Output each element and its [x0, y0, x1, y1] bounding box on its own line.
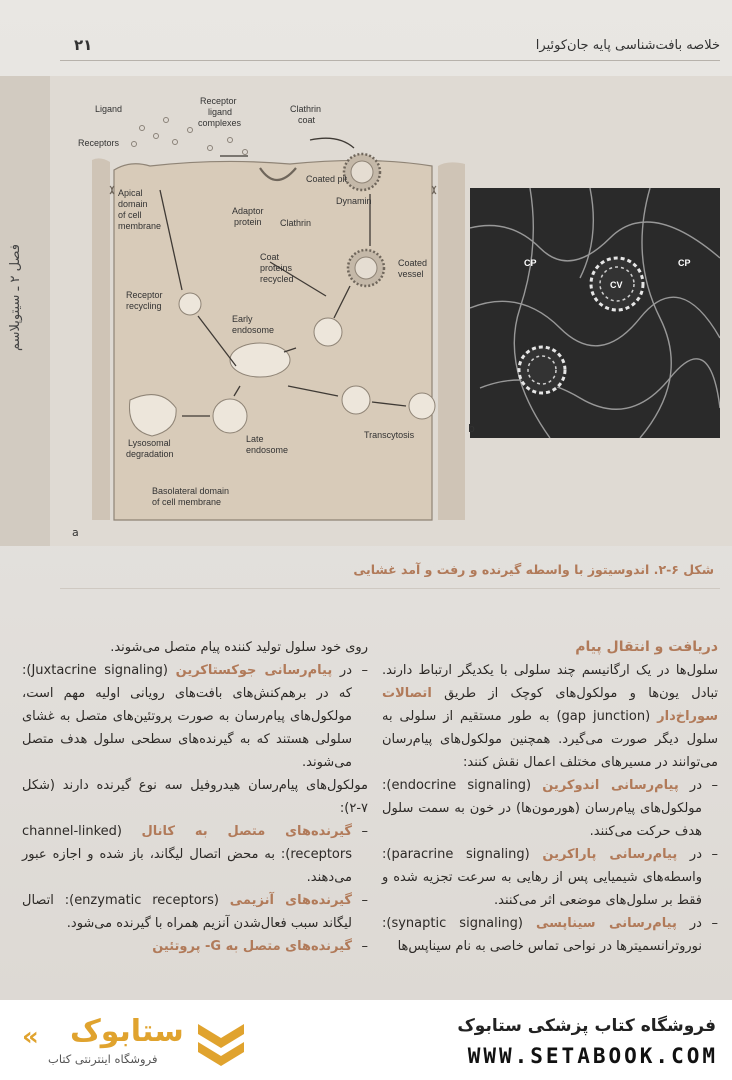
label-late-endosome-2: endosome — [246, 445, 289, 455]
chapter-tab — [0, 76, 50, 546]
figure-caption: شکل ۶-۲. اندوسیتوز با واسطه گیرنده و رفت و آمد غشایی — [353, 562, 714, 577]
label-coated-vessel-1: Coated — [398, 258, 428, 268]
panel-b-letter: b — [468, 422, 475, 435]
label-apical-3: of cell — [118, 210, 142, 220]
list-item: – در پیام‌رسانی اندوکرین (endocrine signaling): مولکول‌های پیام‌رسان (هورمون‌ها) در خون به سمت سلول هدف حرکت می‌کنند. — [382, 778, 718, 839]
caption-divider — [60, 588, 720, 589]
dynamin-vesicle — [344, 154, 380, 190]
left-cell-edge — [92, 158, 110, 520]
label-clathrin-coat-1: Clathrin — [290, 104, 322, 114]
paracrine-term: پیام‌رسانی پاراکرین — [542, 847, 678, 862]
cell-body — [114, 160, 432, 520]
list-item: – در پیام‌رسانی جوکستاکرین (Juxtacrine signaling): که در برهم‌کنش‌های بافت‌های رویانی اولیه مهم است، مولکول‌های پیام‌رسان به صورت پروتئین‌های متصل به غشای سلولی هستند که به گیرنده‌های سطحی سلول هدف متصل می‌شوند. — [22, 663, 368, 770]
right-text-column — [382, 636, 718, 958]
label-adaptor-1: Adaptor — [232, 206, 264, 216]
label-cv: CV — [610, 280, 623, 290]
endocrine-term: پیام‌رسانی اندوکرین — [542, 778, 679, 793]
continued-line: روی خود سلول تولید کننده پیام متصل می‌شوند. — [110, 640, 368, 655]
list-item: – گیرنده‌های آنزیمی (enzymatic receptors): اتصال لیگاند سبب فعال‌شدن آنزیم همراه با گیرنده می‌شود. — [22, 893, 368, 931]
list-item: – در پیام‌رسانی سیناپسی (synaptic signaling): نوروترانسمیترها در نواحی تماس خاصی به نام سیناپس‌ها — [382, 916, 718, 954]
intro-text-2: (gap junction) به طور مستقیم از سلولی به سلول دیگر صورت می‌گیرد. همچنین مولکول‌های پیام‌رسان می‌توانند در مسیرهای مختلف اعمال نقش کنند: — [382, 709, 718, 770]
label-receptor-ligand-1: Receptor — [200, 96, 237, 106]
g-protein-term: گیرنده‌های متصل به G- پروتئین — [152, 939, 352, 954]
intro-paragraph — [382, 659, 718, 774]
endocytosis-diagram — [70, 90, 465, 525]
channel-linked-term: گیرنده‌های متصل به کانال — [141, 824, 352, 839]
label-cp-right: CP — [678, 258, 691, 268]
list-item: – در پیام‌رسانی پاراکرین (paracrine signaling): واسطه‌های شیمیایی پس از رهایی به سرعت تجزیه شده و فقط بر سلول‌های موضعی اثر می‌کنند. — [382, 847, 718, 908]
label-basolateral-1: Basolateral domain — [152, 486, 230, 496]
right-cell-edge — [438, 162, 465, 520]
label-coated-pit: Coated pit — [306, 174, 348, 184]
label-apical-2: domain — [118, 199, 148, 209]
label-cp-left: CP — [524, 258, 537, 268]
gap-junction-term: اتصالات سوراخ‌دار — [382, 686, 718, 724]
enzymatic-term: گیرنده‌های آنزیمی — [229, 893, 352, 908]
label-early-endosome-2: endosome — [232, 325, 275, 335]
label-coat-recycled-1: Coat — [260, 252, 280, 262]
label-early-endosome-1: Early — [232, 314, 253, 324]
receptor-types-line: مولکول‌های پیام‌رسان هیدروفیل سه نوع گیرنده دارند (شکل ۷-۲): — [22, 778, 368, 816]
logo-arrows-icon: « — [22, 1022, 39, 1052]
label-coat-recycled-3: recycled — [260, 274, 294, 284]
label-receptor-ligand-3: complexes — [198, 118, 242, 128]
synaptic-term: پیام‌رسانی سیناپسی — [536, 916, 677, 931]
store-name: فروشگاه کتاب پزشکی ستابوک — [457, 1016, 716, 1036]
label-receptor-recycling-2: recycling — [126, 301, 162, 311]
label-apical-4: membrane — [118, 221, 162, 231]
logo-subtitle: فروشگاه اینترنتی کتاب — [48, 1052, 158, 1066]
store-url[interactable]: WWW.SETABOOK.COM — [467, 1044, 718, 1068]
coated-vessel-shape — [348, 250, 384, 286]
panel-a-letter: a — [72, 526, 79, 539]
label-apical-1: Apical — [118, 188, 143, 198]
label-adaptor-2: protein — [234, 217, 262, 227]
chevron-logo-icon — [196, 1020, 246, 1066]
label-receptors: Receptors — [78, 138, 120, 148]
store-banner — [0, 1000, 732, 1080]
label-coated-vessel-2: vessel — [398, 269, 424, 279]
chapter-label: فصل ۲ ـ سیتوپلاسم — [8, 244, 23, 351]
section-heading: دریافت و انتقال پیام — [575, 639, 718, 655]
juxtacrine-term: پیام‌رسانی جوکستاکرین — [175, 663, 333, 678]
book-title: خلاصه بافت‌شناسی پایه جان‌کوئیرا — [535, 38, 720, 53]
label-lysosomal-2: degradation — [126, 449, 174, 459]
label-dynamin: Dynamin — [336, 196, 372, 206]
label-late-endosome-1: Late — [246, 434, 264, 444]
label-clathrin-coat-2: coat — [298, 115, 316, 125]
label-coat-recycled-2: proteins — [260, 263, 293, 273]
coated-vesicle-lower — [519, 347, 565, 393]
label-receptor-ligand-2: ligand — [208, 107, 233, 117]
label-ligand: Ligand — [95, 104, 123, 114]
list-item: – گیرنده‌های متصل به کانال (channel-linked receptors): به محض اتصال لیگاند، باز شده و اجازه عبور می‌دهند. — [22, 824, 368, 885]
label-transcytosis: Transcytosis — [364, 430, 415, 440]
page-number: ۲۱ — [74, 36, 93, 54]
label-receptor-recycling-1: Receptor — [126, 290, 163, 300]
running-header — [60, 34, 720, 61]
label-basolateral-2: of cell membrane — [152, 497, 222, 507]
left-text-column — [22, 636, 368, 958]
list-item: – گیرنده‌های متصل به G- پروتئین — [152, 939, 368, 954]
electron-micrograph — [470, 188, 720, 438]
label-clathrin: Clathrin — [280, 218, 312, 228]
label-lysosomal-1: Lysosomal — [128, 438, 171, 448]
logo-wordmark: ستابوک — [70, 1014, 184, 1049]
intro-text-1: سلول‌ها در یک ارگانیسم چند سلولی با یکدیگر ارتباط دارند. تبادل یون‌ها و مولکول‌های کوچک از طریق — [382, 663, 718, 701]
